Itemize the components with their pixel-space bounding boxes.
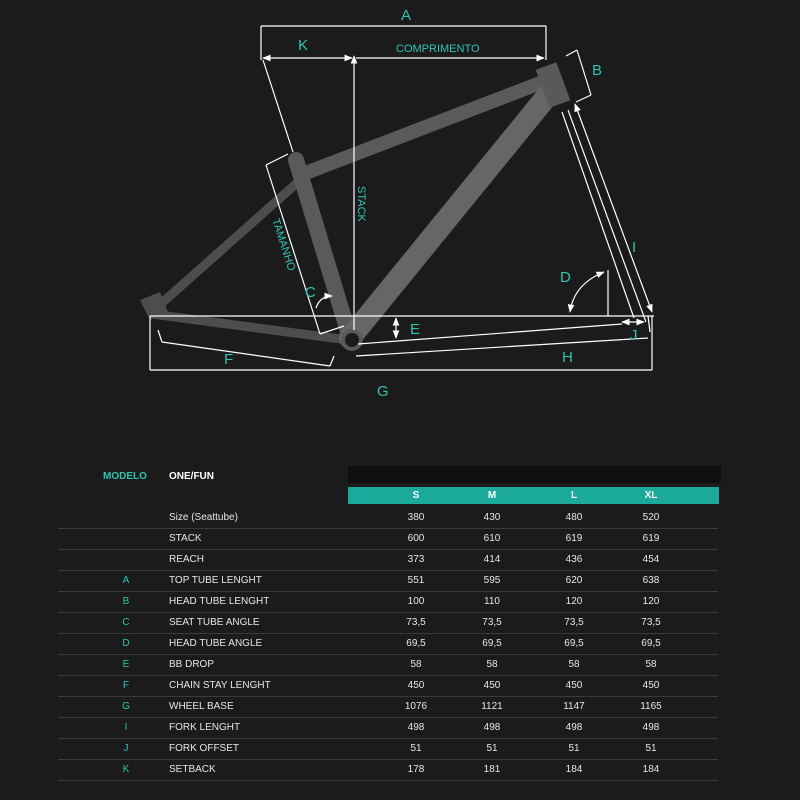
row-value: 619	[642, 533, 660, 544]
row-letter: G	[122, 701, 130, 712]
label-a: A	[401, 7, 412, 24]
row-value: 430	[483, 512, 501, 523]
row-letter: A	[122, 575, 130, 586]
row-value: 69,5	[482, 638, 502, 649]
row-name: HEAD TUBE ANGLE	[169, 638, 263, 649]
row-value: 58	[410, 659, 422, 670]
table-row	[58, 738, 718, 760]
row-value: 520	[642, 512, 660, 523]
row-value: 110	[484, 596, 500, 607]
label-i: I	[632, 239, 637, 256]
table-row	[58, 570, 718, 592]
table-row	[58, 759, 718, 781]
row-value: 69,5	[564, 638, 584, 649]
row-value: 610	[483, 533, 501, 544]
row-name: FORK OFFSET	[169, 743, 239, 754]
row-letter: F	[122, 680, 130, 691]
size-column-header: XL	[644, 490, 658, 501]
row-letter: K	[122, 764, 130, 775]
table-row	[58, 633, 718, 655]
row-value: 73,5	[406, 617, 426, 628]
row-value: 120	[642, 596, 660, 607]
row-letter: C	[122, 617, 130, 628]
row-value: 69,5	[641, 638, 661, 649]
size-column-header: S	[412, 490, 420, 501]
row-letter: D	[122, 638, 130, 649]
table-row	[58, 717, 718, 739]
row-value: 551	[407, 575, 425, 586]
row-name: SETBACK	[169, 764, 216, 775]
row-name: TOP TUBE LENGHT	[169, 575, 262, 586]
row-value: 69,5	[406, 638, 426, 649]
row-value: 51	[486, 743, 498, 754]
row-value: 73,5	[564, 617, 584, 628]
row-name: FORK LENGHT	[169, 722, 241, 733]
label-k: K	[298, 37, 309, 54]
model-name: ONE/FUN	[169, 471, 214, 482]
label-d: D	[560, 269, 571, 286]
label-h: H	[562, 349, 573, 366]
table-header-bar	[348, 466, 721, 483]
size-column-header: M	[487, 490, 497, 501]
row-value: 178	[407, 764, 425, 775]
row-value: 600	[407, 533, 425, 544]
row-name: BB DROP	[169, 659, 215, 670]
row-value: 619	[565, 533, 583, 544]
row-value: 595	[483, 575, 501, 586]
modelo-label: MODELO	[103, 471, 147, 482]
row-letter: B	[122, 596, 130, 607]
label-stack: STACK	[355, 186, 367, 222]
row-value: 450	[483, 680, 501, 691]
label-e: E	[410, 321, 421, 338]
row-value: 51	[645, 743, 657, 754]
row-value: 1165	[640, 701, 662, 712]
row-value: 480	[565, 512, 583, 523]
row-letter: J	[123, 743, 129, 754]
label-comprimento: COMPRIMENTO	[396, 43, 480, 55]
table-row	[58, 549, 718, 571]
row-value: 414	[483, 554, 501, 565]
row-value: 1076	[404, 701, 428, 712]
row-value: 498	[483, 722, 501, 733]
row-name: REACH	[169, 554, 205, 565]
row-value: 51	[568, 743, 580, 754]
row-value: 120	[565, 596, 583, 607]
row-value: 1121	[481, 701, 503, 712]
row-value: 73,5	[482, 617, 502, 628]
label-f: F	[224, 351, 234, 368]
row-name: CHAIN STAY LENGHT	[169, 680, 271, 691]
row-value: 498	[642, 722, 660, 733]
size-column-header: L	[570, 490, 578, 501]
row-value: 638	[642, 575, 660, 586]
row-value: 100	[407, 596, 425, 607]
table-row	[58, 507, 718, 529]
label-j: J	[630, 327, 638, 344]
label-g: G	[377, 383, 389, 400]
row-value: 498	[407, 722, 425, 733]
row-name: STACK	[169, 533, 202, 544]
label-b: B	[592, 62, 603, 79]
row-name: Size (Seattube)	[169, 512, 238, 523]
row-letter: E	[122, 659, 130, 670]
row-name: SEAT TUBE ANGLE	[169, 617, 260, 628]
table-row	[58, 696, 718, 718]
size-header-row	[348, 487, 719, 504]
row-value: 380	[407, 512, 425, 523]
row-value: 181	[483, 764, 501, 775]
row-value: 620	[565, 575, 583, 586]
row-value: 373	[407, 554, 425, 565]
row-value: 1147	[563, 701, 585, 712]
row-value: 58	[568, 659, 580, 670]
label-c: C	[305, 284, 316, 301]
row-value: 58	[486, 659, 498, 670]
row-value: 450	[407, 680, 425, 691]
row-value: 450	[565, 680, 583, 691]
table-row	[58, 528, 718, 550]
row-value: 498	[565, 722, 583, 733]
row-value: 184	[565, 764, 583, 775]
table-row	[58, 612, 718, 634]
row-letter: I	[124, 722, 128, 733]
table-row	[58, 591, 718, 613]
row-name: HEAD TUBE LENGHT	[169, 596, 270, 607]
row-value: 184	[642, 764, 660, 775]
row-value: 73,5	[641, 617, 661, 628]
row-name: WHEEL BASE	[169, 701, 234, 712]
row-value: 450	[642, 680, 660, 691]
row-value: 51	[410, 743, 422, 754]
row-value: 436	[565, 554, 583, 565]
row-value: 454	[642, 554, 660, 565]
table-row	[58, 654, 718, 676]
label-tamanho: TAMANHO	[269, 217, 298, 273]
row-value: 58	[645, 659, 657, 670]
table-row	[58, 675, 718, 697]
